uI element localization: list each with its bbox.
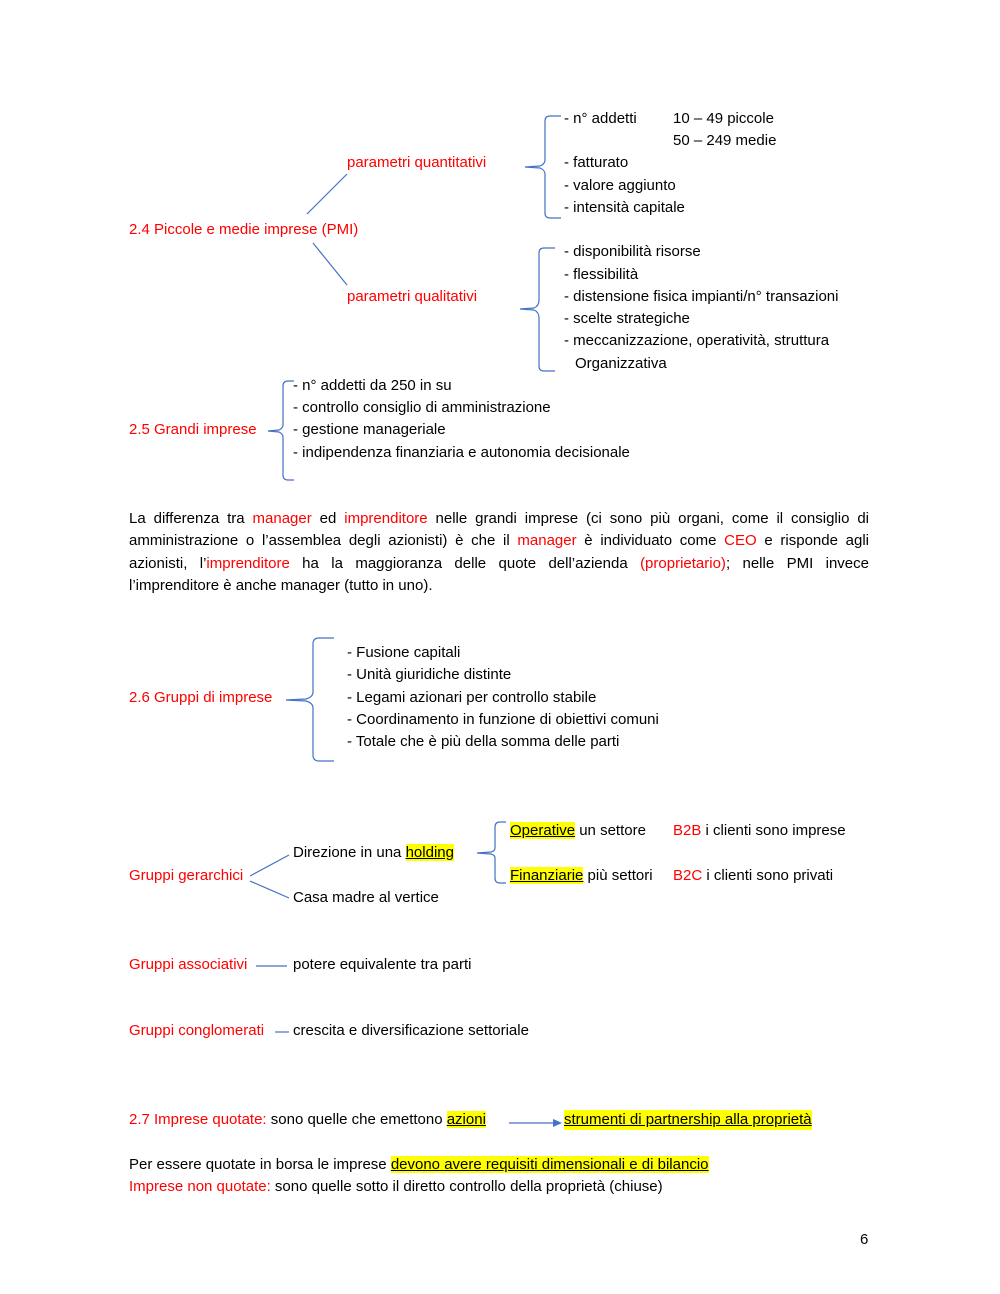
non-quotate-line: Imprese non quotate: sono quelle sotto il diretto controllo della proprietà (chiuse) [129, 1178, 663, 1195]
keyword-manager: manager [517, 532, 577, 550]
keyword-proprietario: (proprietario) [640, 554, 726, 572]
branch-line-direzione [250, 855, 289, 876]
finanziarie-term: Finanziarie [510, 867, 584, 884]
keyword-imprenditore: imprenditore [206, 554, 290, 572]
qual-item: - distensione fisica impianti/n° transazioni [564, 288, 839, 305]
qual-item: Organizzativa [575, 355, 667, 372]
brace-grandi-imprese [268, 381, 294, 480]
strumenti-term: strumenti di partnership alla proprietà [564, 1111, 812, 1128]
quant-item: - valore aggiunto [564, 177, 676, 194]
borsa-line: Per essere quotate in borsa le imprese devono avere requisiti dimensionali e di bilancio [129, 1156, 709, 1173]
qual-item: - meccanizzazione, operatività, struttura [564, 332, 830, 349]
grandi-item: - n° addetti da 250 in su [293, 377, 452, 394]
manager-paragraph: La differenza tra manager ed imprenditore nelle grandi imprese (ci sono più organi, come il consiglio di amministrazione o l’assemblea degli azionisti) è che il manager è individuato come CEO e risponde agli azionisti, l’imprenditore ha la maggioranza delle quote dell’azienda (proprietario); nelle PMI invece l’imprenditore è anche manager (tutto in uno). [129, 510, 870, 594]
keyword-manager: manager [252, 510, 312, 527]
brace-qualitativi [520, 248, 555, 371]
gruppi-item: - Coordinamento in funzione di obiettivi comuni [347, 711, 659, 728]
conglomerati-desc: crescita e diversificazione settoriale [293, 1022, 529, 1039]
casa-madre: Casa madre al vertice [293, 889, 439, 906]
keyword-ceo: CEO [724, 532, 757, 550]
branch-line-casa-madre [250, 881, 289, 898]
brace-holding [477, 822, 506, 883]
addetti-range: 10 – 49 piccole [673, 110, 774, 127]
qual-item: - scelte strategiche [564, 310, 690, 327]
gruppi-gerarchici-title: Gruppi gerarchici [129, 867, 244, 884]
page-number: 6 [860, 1231, 869, 1248]
arrow-head [553, 1119, 562, 1127]
qual-item: - flessibilità [564, 266, 639, 283]
section-title-2-5: 2.5 Grandi imprese [129, 421, 257, 438]
grandi-item: - gestione manageriale [293, 421, 446, 438]
section-title-2-4: 2.4 Piccole e medie imprese (PMI) [129, 221, 359, 238]
azioni-term: azioni [446, 1111, 486, 1128]
non-quotate-title: Imprese non quotate: [129, 1178, 271, 1195]
section-title-2-7: 2.7 Imprese quotate: [129, 1111, 267, 1128]
gruppi-item: - Unità giuridiche distinte [347, 666, 512, 683]
gruppi-conglomerati-title: Gruppi conglomerati [129, 1022, 265, 1039]
b2c-line: B2C i clienti sono privati [673, 867, 834, 884]
keyword-imprenditore: imprenditore [344, 510, 428, 527]
gruppi-item: - Totale che è più della somma delle parti [347, 733, 620, 750]
quant-item: - intensità capitale [564, 199, 685, 216]
grandi-item: - controllo consiglio di amministrazione [293, 399, 551, 416]
brace-gruppi-imprese [286, 638, 334, 761]
brace-quantitativi [525, 116, 561, 218]
quant-item: - n° addetti [564, 110, 637, 127]
gruppi-item: - Legami azionari per controllo stabile [347, 689, 597, 706]
gruppi-associativi-title: Gruppi associativi [129, 956, 248, 973]
qual-item: - disponibilità risorse [564, 243, 701, 260]
quantitativi-label: parametri quantitativi [347, 154, 487, 171]
b2b-term: B2B [673, 822, 702, 839]
associativi-desc: potere equivalente tra parti [293, 956, 472, 973]
section-title-2-6: 2.6 Gruppi di imprese [129, 689, 273, 706]
gruppi-item: - Fusione capitali [347, 644, 461, 661]
grandi-item: - indipendenza finanziaria e autonomia decisionale [293, 444, 630, 461]
operative-line: Operative un settore [510, 822, 646, 839]
branch-line-quantitativi [307, 174, 347, 214]
direzione-holding: Direzione in una holding [293, 844, 454, 861]
quant-item: - fatturato [564, 154, 629, 171]
requisiti-term: devono avere requisiti dimensionali e di bilancio [390, 1156, 709, 1173]
operative-term: Operative [510, 822, 576, 839]
imprese-quotate-line: 2.7 Imprese quotate: sono quelle che emettono azioni [129, 1111, 486, 1128]
branch-line-qualitativi [313, 243, 347, 285]
b2c-term: B2C [673, 867, 703, 884]
addetti-range: 50 – 249 medie [673, 132, 777, 149]
holding-term: holding [405, 844, 454, 861]
qualitativi-label: parametri qualitativi [347, 288, 478, 305]
b2b-line: B2B i clienti sono imprese [673, 822, 846, 839]
finanziarie-line: Finanziarie più settori [510, 867, 653, 884]
